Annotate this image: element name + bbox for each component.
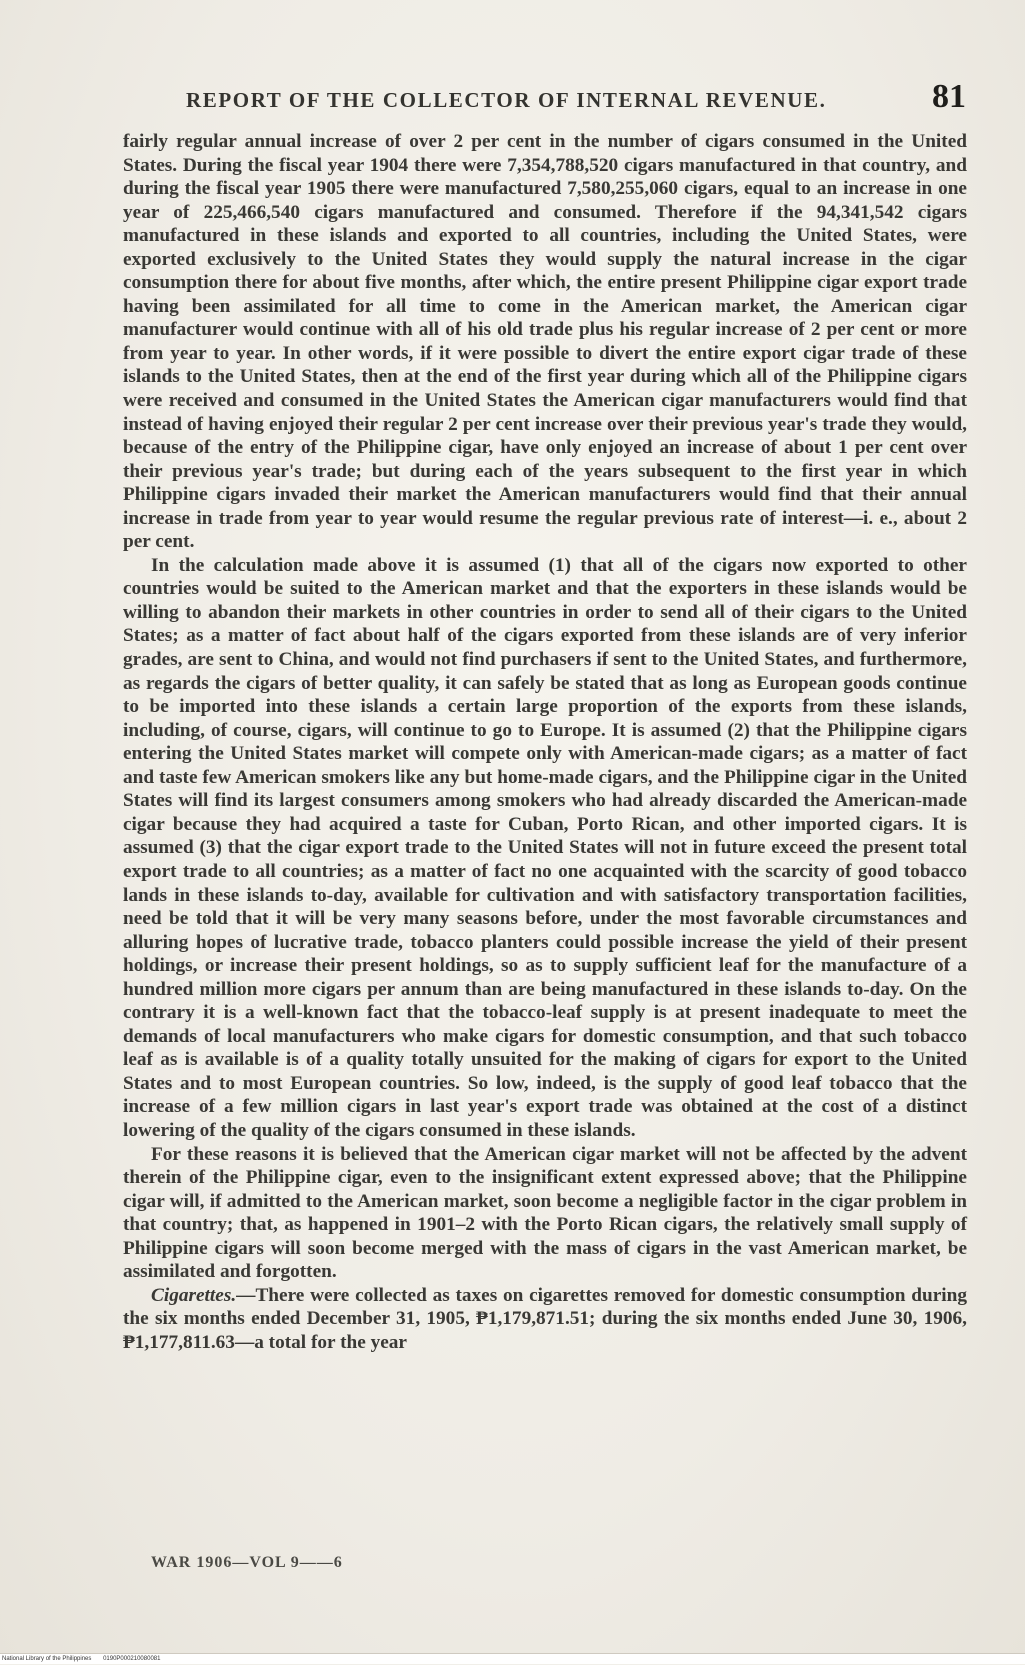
archive-institution: National Library of the Philippines (2, 1656, 92, 1662)
page-header (186, 78, 966, 128)
paragraph-4: Cigarettes.—There were collected as taxes on cigarettes removed for domestic consumption during the six months ended December 31, 1905, ₱1,179,871.51; during the six months ended June 30, 1906, ₱1,177,811.63—a total for the year (123, 1284, 967, 1353)
page-number: 81 (932, 78, 966, 115)
paragraph-1: fairly regular annual increase of over 2 per cent in the number of cigars consumed in the United States. During the fiscal year 1904 there were 7,354,788,520 cigars manufactured in that country, and during the fiscal year 1905 there were manufactured 7,580,255,060 cigars, equal to an increase in one year of 225,466,540 cigars manufactured and consumed. Therefore if the 94,341,542 cigars manufactured in these islands and exported to all countries, including the United States, were exported exclusively to the United States they would supply the natural increase in the cigar consumption there for about five months, after which, the entire present Philippine cigar export trade having been assimilated for all time to come in the American market, the American cigar manufacturer would continue with all of his old trade plus his regular increase of 2 per cent or more from year to year. In other words, if it were possible to divert the entire export cigar trade of these islands to the United States, then at the end of the first year during which all of the Philippine cigars were received and consumed in the United States the American cigar manufacturers would find that instead of having enjoyed their regular 2 per cent increase over their previous year's trade they would, because of the entry of the Philippine cigar, have only enjoyed an increase of about 1 per cent over their previous year's trade; but during each of the years subsequent to the first year in which Philippine cigars invaded their market the American manufacturers would find that their annual increase in trade from year to year would resume the regular previous rate of interest—i. e., about 2 per cent. (123, 131, 967, 553)
paragraph-2: In the calculation made above it is assumed (1) that all of the cigars now exported to other countries would be suited to the American market and that the exporters in these islands would be willing to abandon their markets in other countries in order to send all of their cigars to the United States; as a matter of fact about half of the cigars exported from these islands are of very inferior grades, are sent to China, and would not find purchasers if sent to the United States, and furthermore, as regards the cigars of better quality, it can safely be stated that as long as European goods continue to be imported into these islands a certain large proportion of the exports from these islands, including, of course, cigars, will continue to go to Europe. It is assumed (2) that the Philippine cigars entering the United States market will compete only with American-made cigars; as a matter of fact and taste few American smokers like any but home-made cigars, and the Philippine cigar in the United States will find its largest consumers among smokers who had already discarded the American-made cigar because they had acquired a taste for Cuban, Porto Rican, and other imported cigars. It is assumed (3) that the cigar export trade to the United States will not in future exceed the present total export trade to all countries; as a matter of fact no one acquainted with the scarcity of good tobacco lands in these islands to-day, available for cultivation and with satisfactory transportation facilities, need be told that it will be very many seasons before, under the most favorable circumstances and alluring hopes of lucrative trade, tobacco planters could possible increase the yield of their present holdings, or increase their present holdings, so as to supply sufficient leaf for the manufacture of a hundred million more cigars per annum than are being manufactured in these islands to-day. On the contrary it is a well-known fact that the tobacco-leaf supply is at present inadequate to meet the demands of local manufacturers who make cigars for domestic consumption, and that such tobacco leaf as is available is of a quality totally unsuited for the making of cigars for export to the United States and to most European countries. So low, indeed, is the supply of good leaf tobacco that the increase of a few million cigars in last year's export trade was obtained at the cost of a distinct lowering of the quality of the cigars consumed in these islands. (123, 554, 967, 1141)
paragraph-3: For these reasons it is believed that the American cigar market will not be affected by the advent therein of the Philippine cigar, even to the insignificant extent expressed above; that the Philippine cigar will, if admitted to the American market, soon become a negligible factor in the cigar problem in that country; that, as happened in 1901–2 with the Porto Rican cigars, the relatively small supply of Philippine cigars will soon become merged with the mass of cigars in the vast American market, be assimilated and forgotten. (123, 1143, 967, 1283)
archive-strip (0, 1653, 1025, 1664)
running-head: REPORT OF THE COLLECTOR OF INTERNAL REVENUE. (186, 88, 827, 112)
signature-mark: WAR 1906—VOL 9——6 (151, 1554, 343, 1571)
body-text (123, 130, 967, 1354)
archive-code: 0190P000210080081 (103, 1656, 161, 1662)
